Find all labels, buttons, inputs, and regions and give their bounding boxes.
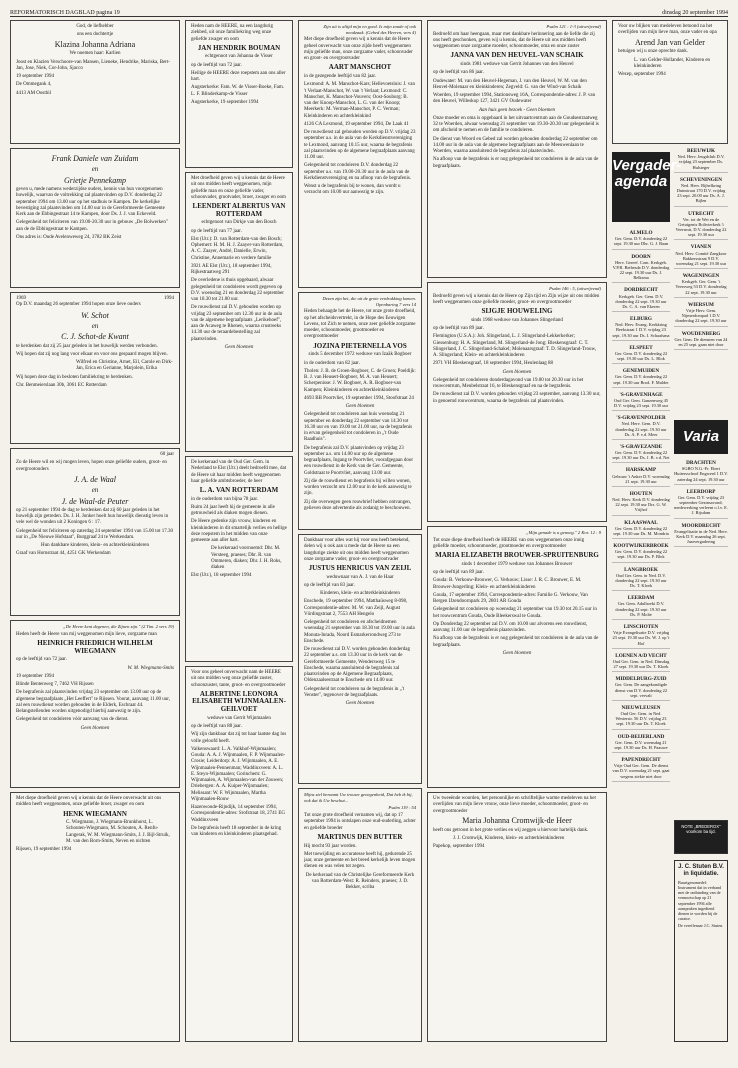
church-notice-den-butter [298, 788, 422, 1042]
agenda-place: 'S-GRAVENHAGE [619, 391, 663, 398]
agenda-details: Ned. Herv. Gem. D.V. donderdag 22 sept. 19.30 uur Ds. A. P. v.d. Meer [615, 421, 667, 437]
verse: Psalm 146 : 5, (uitwrijvend) [549, 286, 601, 291]
verse: „De Heere kent degenen, die Zijnen zijn." (2 Tim. 2 vers 19) [63, 624, 174, 629]
date: Wezep, september 1994 [618, 72, 666, 78]
masthead-right: dinsdag 20 september 1994 [662, 10, 728, 16]
date: 19 september 1994 [16, 74, 55, 80]
notice-banner [674, 820, 728, 854]
deceased-name: JOZINA PIETERNELLA VOS [313, 341, 407, 350]
column-5 [612, 20, 728, 1042]
and: en [91, 485, 99, 494]
address: Hazenwoude-Rijndijk, 14 september 1994, Correspondentie-adres: Srofstraat 18, 2741 EG Waddinxveen [191, 805, 286, 823]
text: Zij die overwegen geen rouwbrief hebben ontvangen, gelieven deze advertentie als zodanig te beschouwen. [304, 499, 412, 511]
agenda-details: Ger. Gem. De aangekondigde dienst van D.V. donderdag 22 sept. vervalt [614, 682, 668, 698]
age: in de ouderdom van 82 jaar. [304, 360, 360, 366]
text: De dienst van Woord en Gebed zal worden gehouden donderdag 22 september om 14.00 uur in de aula van de algemene begraafplaats aan de Meeuwenlaan te Woerden, waarna aansluitend de begrafenis zal plaatsvinden. [433, 136, 598, 155]
agenda-details: Ger. Gem. D.V. donderdag 22 sept. 19.30 uur Ds. F. Blok [614, 549, 668, 560]
agenda-place: NIEUWLEUSEN [621, 704, 661, 711]
agenda-details: Kerkgeb. Ger. Gem. 't Veersweg 53 D.V. donderdag 22 sept. 19.30 uur [675, 279, 727, 295]
text-line: We noemen haar: Karlien [69, 51, 121, 57]
agenda-details: Oud Ger. Gem. in Ned. Dinsdag 27 sept. 19.30 uur Ds. T. Kloek [612, 658, 670, 669]
name: J. A. de Waal [74, 474, 116, 484]
text: Gelegenheid tot condoleren donderdagavond van 19.00 tot 20.30 uur in het rouwcentrum, Meubelstraat 16, te Bleskensgraaf en na de begrafenis. [433, 377, 584, 390]
obituary-wiegmann [10, 620, 180, 788]
age: op de leeftijd van 83 jaar. [304, 582, 355, 588]
text: Gelegenheid tot condoleren na de begrafenis in „'t Venster", tegenover de begraafplaats. [304, 686, 405, 698]
varia-entry [674, 523, 728, 548]
agenda-entry [612, 491, 670, 516]
text: Met diepe droefheid geven wij u kennis dat de Heere geheel onverwacht van onze zijde heeft weggenomen mijn geliefde man, onze zorgzame vader, schoonvader en groot- en overgrootvader [304, 37, 413, 62]
agenda-details: Vrije Evangelisatie D.V. vrijdag 23 sept. 19.30 uur Ds. W. J. op 't Hof [612, 630, 670, 646]
age: op de leeftijd van 88 jaar. [191, 724, 242, 730]
agenda-details: Oud Ger. Gem. Ganzenweg 45 D.V. vrijdag 23 sept. 19.30 uur [613, 397, 669, 409]
address: De Ommegank 4, [16, 82, 52, 88]
address: 4413 AM Oosthil [16, 90, 52, 96]
address: Ons adres is: Oude Avelenweweg 24, 3782 BK Zeist [16, 234, 122, 240]
deceased-name: HENK WIEGMANN [63, 809, 127, 818]
agenda-entry [612, 543, 670, 563]
agenda-place: HARSKAMP [625, 467, 657, 474]
text: Gelegenheid tot feliciteren van 19.00-20.30 uur in gebouw „De Bolwerken" aan de de Ebbingestraat te Kampen. [16, 220, 168, 232]
agenda-place: VIANEN [690, 244, 712, 251]
year-start: 1969 [16, 296, 26, 301]
varia-place: LEERDORP [686, 488, 716, 495]
agenda-entry [674, 302, 728, 327]
agenda-entry [612, 624, 670, 649]
family: Lexmond: A. M. Manschot-Kars; Hellevoetsluis: J. van 't Verlaat-Manschot, W. van 't Verlaat; Lexmond: C. Manschot, K. Manschot-Vouvers; Oost-Souburg: B. van der Knoop-Manschot, L. G. van der Knoop; Meerkerk: M. Verman-Manschot, P. C. Verman; Kleinkinderen en achterkleinkind [304, 82, 415, 119]
varia-title: Varia [682, 428, 720, 445]
agenda-place: ALMELO [629, 230, 653, 236]
obituary-manschot [298, 20, 422, 288]
flowers: Geen bloemen [502, 650, 532, 656]
address: 4693 BB Poortvliet, 19 september 1994, Stoofstraat 24 [304, 395, 414, 401]
text: Heilige de HEERE deze roepstem aan ons aller hart. [191, 70, 286, 83]
date: 19 september 1994 [16, 673, 55, 679]
agenda-place: LOENEN A/D VECHT [615, 652, 667, 659]
text: De rouwdienst zal D.V. worden gehouden donderdag 22 september a.s. om 13.30 uur in de kerk van de Gereformeerde Gemeente, Wendersweg 15 te Enschede, waarna aansluitend de begrafenis zal plaatsvinden op de Algemene Begraafplaats, Oldenzaalsestraat te Enschede om 14.00 uur. [304, 647, 410, 684]
name: J. de Waal-de Peuter [61, 496, 129, 506]
agenda-entry [612, 287, 670, 312]
column-3 [298, 20, 422, 1042]
deceased-name: HEINRICH FRIEDRICH WILHELM WIEGMANN [37, 638, 153, 655]
agenda-details: Gebouw 't Anker D.V. woensdag 21 sept. 19.30 uur [612, 473, 670, 484]
verse: „Mijn genade is u genoeg." 2 Kor. 12 : 9 [525, 530, 601, 535]
varia-details: Evangelisatie in de Ned. Herv. Kerk D.V. maandag 26 sept. Jaarvergadering [674, 528, 728, 545]
text: De rouwdienst zal D.V. worden gehouden vrijdag 23 september, aanvang 13.30 uur, in genoemd rouwcentrum, waarna de begrafenis zal plaatsvinden. [433, 392, 601, 404]
agenda-place: ELSPEET [629, 344, 653, 351]
family: Augsterkerke: Fam. W. de Visser-Boeke, Fam. L. F. Blinderkamp-de Visser [191, 85, 284, 97]
signature: W. M. Wiegmann-Smits [127, 665, 174, 671]
spouse: sinds 1981 weduwe van Gerrit Johannes van den Heuvel [460, 62, 574, 68]
varia-details: Ger. Gem. D.V. vrijdag 23 september Gezinsavond; medewerking verleent o.l.v. E. J. Rijsdam [674, 494, 728, 516]
text: Bedroefd om haar heengaan, maar met dankbare herinnering aan de liefde die zij ons heeft geschonken, geven wij u kennis, dat de Heere uit ons midden heeft weggenomen onze zorgzame moeder, schoonmoeder, oma en onze zuster [433, 31, 595, 50]
family: Kinderen, klein- en achterkleinkinderen [320, 591, 400, 597]
agenda-place: 'S-GRAVENPOLDER [616, 415, 666, 422]
agenda-entry [612, 653, 670, 673]
text: Gelegenheid tot condoleren op woensdag 21 september van 19.30 tot 20.15 uur in het rouwcentrum Gouda, Oude Bleekerswal te Gouda. [433, 607, 597, 619]
and: en [91, 321, 99, 330]
agenda-entry [612, 467, 670, 487]
text: betuigen wij u onze oprechte dank. [618, 49, 688, 55]
verse: Psalm 121 : 1-3 (uitwrijvend) [546, 24, 601, 29]
agenda-place: 'S-GRAVEZANDE [619, 443, 663, 450]
agenda-place: LANGBROEK [624, 566, 658, 573]
text: De kerkeraad van de Oud Ger. Gem. in Nederland te Elst (Utr.) deelt bedroefd mee, dat de Heere uit haar midden heeft weggenomen haar geliefde ambtsbroeder, de heer [191, 460, 287, 484]
thank-you-van-gelder [612, 20, 728, 144]
parents: Joost en Klazien Verschoore-van Mansen, Lieneke, Hendrike, Mariska, Bert-Jan, Jose, Niek, Cor-John, Sjacco [16, 59, 171, 71]
text: Wij hopen deze dag in besloten familiekring te herdenken. [16, 374, 133, 380]
text: Gelegenheid tot condoleren en afscheidnemen woensdag 21 september van 18.30 tot 19.00 uur in aula Monuta-Inrada, Noord Esmarkerrondweg 273 te Enschede. [304, 620, 415, 644]
agenda-details: Kerkgeb. Ger. Gem. D.V. donderdag 22 sept. 19.30 uur Ds. C. A. van Ekeren [615, 293, 667, 309]
age: in de ouderdom van bijna 78 jaar. [191, 496, 259, 502]
column-1 [10, 20, 180, 1042]
deceased-name: JUSTUS HENRICUS VAN ZEIJL [308, 564, 412, 572]
church-council: De kerkeraad van de Christelijke Gereformeerde Kerk van Rotterdam-West: R. Reinders, praeses; J. D. Bekker, scriba [305, 872, 415, 891]
agenda-entry [612, 705, 670, 730]
text: Gelegenheid tot feliciteren op zaterdag 24 september 1994 van 15.00 tot 17.30 uur in „De Nieuwe Hofstaat", Burggraaf 24 te Werkendam. [16, 528, 174, 540]
bride-name: Grietje Pennekamp [64, 175, 126, 185]
notice-text: NOTE „BREDEROX" voorkom ba tijd. [681, 824, 721, 834]
address: Blinde Bentenweg 7, 7462 VH Rijssen [16, 682, 94, 688]
agenda-entry [612, 567, 670, 592]
agenda-details: Herv. Gereef. Com. Kerkgeb. V.P.R. Bethesda D.V. donderdag 22 sept. 19.30 uur Ds. J. Belksma [612, 259, 670, 281]
text: Wij zijn dankbaar dat zij tot haar laatste dag los volle geloofd heeft. [191, 732, 287, 744]
family: Gouda: B. Verkouw-Brouwer, G. Verkouw; Lisse: J. R. C. Brouwer, E. M. Brouwer-Jungerling; Klein- en achterkleinkinderen [433, 578, 582, 590]
family: Valkenswaard: L. A. Valkhof-Wijnmaalen; Gouda: A. A. J. Wijnmaalen, F. P. Wijnmaalen-Crosie; Leiderdorp: A. J. Wijnmaalen, A. E. Wijnmaalen-Pennenman; Waddinxveen: A. L. E. Steyn-Wijnmaalen; Gorinchem: G. Wijnmaalen, A. Wijnmaalen-van der Zouwen; Driebergen: A. A. Kuiper-Wijnmaalen; Melissant: W. F. Wijnmaalen, Martha Wijnmaalen-Rouw [191, 746, 286, 802]
address: Gouda, 17 september 1994, Correspondentie-adres: Familie G. Verkouw, Van Bergen IJzendoornpark 29, 2801 AR Gouda [433, 592, 588, 605]
agenda-place: KOOTWIJKERBROEK [613, 543, 669, 550]
groom-name: Frank Daniele van Zuidam [51, 154, 139, 163]
text: Voor uw blijken van medeleven betoond na het overlijden van mijn lieve man, onze vader en opa [618, 24, 717, 36]
agenda-entry [612, 392, 670, 412]
obituary-brouwer [427, 526, 607, 788]
obituary-van-zeijl [298, 534, 422, 784]
verse: Dezen zijn het, die uit de grote verdrukking komen. Openbaring 7 vers 14 [322, 296, 416, 307]
agenda-entry [612, 368, 670, 388]
agenda-entry [674, 244, 728, 269]
text: Na afloop van de begrafenis is er nog gelegenheid tot condoleren in de aula van de begraafplaats. [433, 157, 599, 169]
agenda-place: LINSCHOTEN [623, 624, 659, 630]
text: Op Donderdag 22 september zal D.V. om 10.00 uur alvorens een rouwdienst, aanvang 11.00 uur de begrafenis plaatsvinden. [433, 621, 588, 634]
agenda-details: Ger. Gem. Adulhoeki D.V. donderdag 22 sept. 19.30 uur Ds. P. Molte [615, 601, 667, 617]
text: te herdenken dat zij 25 jaar geleden in het huwelijk werden verbonden. [16, 343, 158, 349]
address: 2971 VH Bleskensgraaf, 18 september 1994, Heulenlaag 88 [433, 361, 554, 367]
agenda-entry [612, 254, 670, 284]
agenda-entry [674, 148, 728, 173]
agenda-entry [612, 444, 670, 464]
flowers: Geen bloemen [345, 404, 375, 410]
family: Flemington (U.S.A.): Joh. Slingerland, L. J. Slingerland-Lekkerkerker; Giessenburg: H. A. Slingerland, M. Slingerland-de Jong; Bleskensgraaf: C. T. Slingerland, J. C. Slingerland-Schakel; Molenaarsgraaf: T. D. Slingerland-Trouw, A. Slingerland; Klein- en achterkleinkinderen [433, 334, 597, 359]
deceased-name: JANNA VAN DEN HEUVEL-VAN SCHAIK [450, 51, 584, 60]
verse: Zijn uit is altijd mijn en goed. Is mijn zonde of ook noodzaak. (Gebed des Heeren, vers 4) [323, 24, 416, 35]
family: Tholen: J. B. de Groen-Bogboer, C. de Groen; Poeldijk: B. J. van Heusert-Bogboer, M. A. van Heusert; Scherpenisse: J. W. Bogboer, A. R. Bogboer-van Kampen; Kleinkinderen en achterkleinkinderen [304, 368, 416, 393]
agenda-entry [612, 415, 670, 440]
varia-list [674, 460, 728, 816]
signature: L. van Gelder-Hollander, Kinderen en kleinkinderen [634, 57, 711, 69]
varia-place: DRACHTEN [686, 460, 716, 466]
verse-ref: Psalm 119 : 54 [388, 805, 416, 811]
thank-you-cromwijk [427, 792, 607, 1042]
address: Chr. Benmeierslaan 30b, 3061 EC Rotterdam [16, 382, 107, 388]
text: op 21 september 1994 de dag te herdenken dat zij 60 jaar geleden in het huwelijk zijn getreden. Ds. J. H. Jonker hoelt hun huwelijk dienstig leven in vele wel de wonden uit 2 Koningen 6 : 17. [16, 507, 169, 526]
text: Na afloop van de begrafenis is er nog gelegenheid tot condoleren in de aula van de begraafplaats. [433, 636, 599, 648]
agenda-place: DOORN [631, 253, 651, 260]
ad-text: Buurtgenomedel: Instrument dat in verband met de ontbinding van de vennootschap op 21 september 1994 alle aanspraken ingediend dienen te worden bij de curator. [678, 880, 722, 921]
family: Elst (Utr.): D. van Rotterdam-van den Bosch; Ophemert: H. M. H. J. Zaayer-van Rotterdam, A. C. Zaayer, André, Danielle, Erwin, Christine, Annemarie en verdere familie [191, 236, 284, 261]
name: C. J. Schot-de Kwant [61, 332, 129, 342]
date: Papekop, september 1994 [433, 844, 485, 850]
agenda-details: Ger. Gem. D.V. donderdag 22 sept. 19.30 uur Dhr. G. J. Baan [613, 236, 669, 247]
liquidation-ad [674, 860, 728, 1042]
agenda-place: HOUTEN [629, 490, 653, 497]
address: 4126 CA Lexmond, 19 september 1994, De Laak 41 [304, 121, 409, 127]
agenda-entry [612, 230, 670, 250]
deceased-name: MARIA ELIZABETH BROUWER-SPRUITENBURG [435, 551, 599, 560]
and: en [91, 165, 99, 174]
agenda-entry [612, 676, 670, 701]
age: in de gezegende leeftijd van 82 jaar. [304, 74, 377, 80]
text: De rouwdienst zal D.V. gehouden worden op vrijdag 23 september om 12.30 uur in de aula van de algemene begraafplaats „Lerikehoef", aan de Acaweg te Rhenen, waarna crustreeks 14.30 uur de teraardebestelling zal plaatsvinden. [191, 305, 282, 342]
text: Heden nam de HEERE, na een langdurig ziekbed, uit onze familiekring weg onze geliefde zwager en oom [191, 24, 274, 42]
agenda-details: Ger. Gem. D.V. donderdag 22 sept. 19.30 uur Brod. F. Mulder [613, 374, 669, 385]
flowers: Geen bloemen [224, 344, 254, 350]
text: Wij hopen dat zij nog lang voor elkaar en voor ons gespaard mogen blijven. [16, 351, 168, 357]
spouse: sinds 1 december 1979 weduwe van Johannes Brouwer [461, 561, 573, 567]
text: Voor ons geheel onverwacht nam de HEERE uit ons midden weg onze geliefde zuster, schoonzuster, tante, groot- en overgrootmoeder [191, 670, 286, 688]
text: Gelegenheid tot condoleren vóór aanvang van de dienst. [16, 717, 129, 723]
agenda-details: Ger. Gem. D.V. donderdag 22 sept. 19.30 uur Ds. J. B. v.d. Net [612, 450, 670, 461]
age: op de leeftijd van 72 jaar. [191, 62, 242, 68]
agenda-place: WAGENINGEN [682, 273, 720, 280]
agenda-details: Oud Ger. Gem. in Ned. D.V. donderdag 22 sept. 19.30 uur Ds. T. Kloek [615, 572, 667, 589]
address: 3921 AE Elst (Utr.), 18 september 1994, Rijkestraatweg 291 [191, 263, 272, 276]
varia-entry [674, 489, 728, 519]
ad-signature: De vereffenaar J.C. Stuten. [678, 922, 724, 928]
text: Dankbaar voor alles wat hij voor ons heeft betekend, delen wij u ook aan u mede dat de Heere na een langdurige ziekte uit ons midden heeft weggenomen onze zorgzame vader, groot- en overgrootvader [304, 538, 410, 562]
varia-details: SGBO N.G.-Fr. Ebert Huitersschool Engwerd 1 D.V. zaterdag 24 sept. 19.30 uur [674, 466, 728, 482]
agenda-details: Oud Ger. Gem. in Ned. Westerstr. 56 D.V. vrijdag 23 sept. 19.30 uur Ds. T. Kloek [615, 711, 667, 727]
agenda-entry [612, 734, 670, 754]
agenda-title: Vergader-agenda [612, 157, 682, 190]
agenda-details: Ger. Gem. D.V. donderdag 22 sept. 19.30 uur Ds. M. Mondria [613, 525, 669, 536]
deceased-name: JAN HENDRIK BOUMAN [197, 43, 281, 52]
age: op de leeftijd van 86 jaar. [433, 70, 484, 76]
agenda-entry [612, 345, 670, 365]
baby-name: Klazina Johanna Adriana [54, 39, 136, 49]
ad-title: J. C. Stuten B.V. in liquidatie. [678, 864, 724, 878]
agenda-place: SCHEVENINGEN [679, 176, 723, 183]
church-notice-rotterdam [185, 456, 293, 662]
agenda-place: LEERDAM [627, 595, 655, 602]
agenda-place: ELBURG [630, 316, 652, 323]
obituary-henk-wiegmann [10, 792, 180, 1042]
flowers: Geen bloemen [502, 369, 532, 375]
agenda-place: OUD-BEIJERLAND [617, 733, 665, 740]
text: De begrafenis zal plaatsvinden vrijdag 23 september om 13.00 uur op de algemene begraafplaats „Het Leeffert" te Rijssen. Voorat, aanvang 11.00 uur, zal een rouwdienst worden gehouden in de Elderk, Eschraat 44. Belangstellenden worden uitgenodigd hierbij aanwezig te zijn. [16, 690, 170, 715]
agenda-entry [612, 520, 670, 540]
wedding-notice [10, 148, 180, 288]
agenda-details: Vrije Herv. Gem. Nijmerdcmpad 1 D.V. donderdag 22 sept. 19.30 uur [675, 307, 727, 324]
age: Hij mocht 93 jaar worden. [304, 843, 357, 849]
address: Woerden, 19 september 1994, Stationsweg 16A, Correspondentie-adres: J. P. van den Heuvel, Willeskop 127, 3421 GV Oudewater [433, 93, 596, 105]
agenda-details: Ger. Gem. D.V. donderdag 22 sept. 19.30 uur Ds. L. Blok [614, 350, 668, 362]
agenda-list-left [612, 230, 670, 955]
varia-banner [674, 420, 728, 454]
column-2 [185, 20, 293, 1042]
agenda-place: WOUDENBERG [681, 330, 721, 337]
date: Elst (Utr.), 18 september 1994 [191, 573, 252, 579]
text: Met droefheid geven wij u kennis dat de Heere uit ons midden heeft weggenomen, mijn geliefde man en onze geliefde vader, schoonvader, grootvader, broer, zwager en oom [191, 176, 286, 200]
agenda-details: Ger. Gem. De diensten van 24 en 25 sept. gaan niet door [674, 336, 728, 347]
age: op de leeftijd van 89 jaar. [433, 326, 484, 332]
text: Onze moeder en oma is opgebaard in het uitvaartcentrum aan de Goudsestraatweg 32 te Woerden, alwaar woensdag 21 september van 19.30-20.30 uur gelegenheid is om afscheid te nemen en de familie te condoleren. [433, 115, 599, 134]
obituary-vos [298, 292, 422, 530]
anniversary-notice-60 [10, 448, 180, 616]
agenda-entry [674, 177, 728, 207]
text: De begrafenis heeft 18 september in de kring van kinderen en kleinkinderen plaatsgehad. [191, 825, 282, 838]
text: Gelegenheid tot condoleren D.V. donderdag 22 september a.s. van 19.00-20.30 uur in de aula van de Kerkdienstvereniging en na afloop van de begrafenis. [304, 163, 412, 181]
agenda-list-right [674, 148, 728, 354]
deceased-name: AART MANSCHOT [328, 63, 392, 72]
obituary-houweling [427, 282, 607, 522]
text: De Heere gedenke zijn vrouw, kinderen en kleinkinderen in dit smartelijk verlies en hellige deze roepstem in het midden van onze gemeente aan aller hart. [191, 519, 287, 544]
column-4 [427, 20, 607, 1042]
text: Tot onze diepe droefheid heeft de HEERE van ons weggenomen onze innig geliefde moeder, schoonmoeder, grootmoeder en overgrootmoeder [433, 537, 585, 549]
text: Tot onze grote droefheid vernamen wij, dat op 17 september 1994 is ontslapen onze oud-ouderling, achter en geliefde broeder [304, 813, 416, 831]
spouse: echtgenoot van Johanna de Visser [205, 54, 273, 60]
text: Met diepe droefheid geven wij u kennis dat de Heere onverwacht uit ons midden heeft weggenomen, onze geliefde broer, zwager en oom [16, 796, 162, 808]
agenda-entry [612, 595, 670, 620]
text: De begrafenis zal D.V. plaatsvinden op vrijdag 23 september a.s. om 14.00 uur op de algemene begraafplaats, Ingang te Poortvliet, voorafgegaan door een rouwdienst in de Kerk van de Ger. Gemeente, Goldstraat te Poortvliet, aanvang 13.00 uur. [304, 445, 413, 476]
agenda-place: UTRECHT [688, 210, 714, 217]
birth-notice [10, 20, 180, 144]
text: Heden behaagde het de Heere, tot onze grote droefheid, op het afscheidsvertrekt, in de Hope des Eeuwigen Levens, tot Zich te nemen, onze zeer geliefde zorgzame moeder, schoonmoeder, grootmoeder en overgrootmoeder [304, 309, 416, 340]
agenda-details: Ver. tot de Wet en de Getuigenis Bolivierkerk 't Veersmit, D.V. donderdag 22 sept. 19.30 uur [675, 216, 727, 238]
name: W. Schot [81, 310, 109, 320]
text: Gelegenheid tot condoleren aan huis woensdag 21 september en donderdag 22 september van 14.30 tot 16.30 uur en van 19.00 tot 21.00 uur, na de begrafenis in ervan gelegenheid tot condoleren in „'t Oude Raadhuis". [304, 412, 413, 443]
spouse: sinds 1968 weduwe van Johannes Slingerland [471, 317, 563, 323]
flowers: Aan huis geen bezoek - Geen bloemen [478, 107, 556, 113]
agenda-entry [612, 316, 670, 341]
obituary-van-den-heuvel [427, 20, 607, 278]
age: op de leeftijd van 89 jaar. [433, 570, 484, 576]
varia-place: MOORDRECHT [681, 522, 721, 529]
agenda-details: Ned. Herv. Jeugdclub D.V. vrijdag 23 september Ds. Hulsteger [677, 154, 725, 170]
spouse: echtgenoot van Dirkje van den Bosch [201, 220, 277, 226]
text: Bedroefd geven wij u kennis dat de Heere op Zijn tijd en Zijn wijze uit ons midden heeft weggenomen onze geliefde moeder, groot- en overgrootmoeder [433, 293, 600, 305]
text: geven u, mede namens wederzijdse ouders, kennis van hun voorgenomen huwelijk, waarvan de voltrekking zal plaatsvinden op D.V. donderdag 22 september 1994 om 13.00 uur op het stadhuis te Kampen. De kerkelijke bevestiging zal plaatsvinden om 14.00 uur in de Gereformeerde Gemeente Kerk aan de Ebbingestraat 14 te Kampen, door Ds. J. J. van Eckeveld. [16, 187, 165, 218]
family: C. Wiegmann, J. Wiegmann-Brunkhorst, L. Schouten-Wiegmann, M. Schouten, A. Renfu-Langerak, W. M. Wiegmann-Smits, J. J. Bijl-Struik, M. van den Born-Smits, Neven en nichten [66, 820, 170, 844]
varia-entry [674, 460, 728, 485]
agenda-place: BEEUWIJK [687, 148, 715, 154]
spouse: weduwe van Gerrit Wijnmaalen [207, 715, 271, 721]
address: Graaf van Hornstraat 44, 4251 GK Werkendam [16, 551, 111, 557]
text: Zo de Heere wil en wij mogen leven, hopen onze geliefde ouders, groot- en overgrootouders [16, 460, 167, 472]
text: Ruim 24 jaar heeft hij de gemeente in alle getrouwheid als diaken mogen dienen. [191, 504, 275, 517]
deceased-name: MARTINUS DEN BUTTER [317, 832, 403, 841]
address: Enschede, 19 september 1994, Matthaüsweg 8-098, Correspondentie-adres: M. W. van Zeijl, August Vördingstraat 2, 7553 AH Hengelo [304, 599, 408, 617]
text: Met toewijding en accuratesse heeft hij, gedurende 25 jaar, onze gemeente en het breed kerkelijk leven mogen dienen en was velen tot zegen. [304, 851, 416, 870]
years: 60 jaar [160, 452, 174, 457]
text: De rouwdienst zal gehouden worden op D.V. vrijdag 23 september a.s. in de aula van de Kerkdienstvereniging te Lexmond, aanvang 10.15 uur, waarna de begrafenis zal plaatsvinden op de algemene begraafplaats aanvang 11.00 uur. [304, 130, 416, 161]
year-end: 1994 [164, 296, 174, 301]
agenda-entry [674, 211, 728, 241]
agenda-place: MIDDELBURG-ZUID [615, 676, 667, 683]
text: De overledene is thuis opgebaard, alwaar gelegenheid tot condoleren wordt gegeven op D.V. woensdag 21 en donderdag 22 september van 18.30 tot 21.00 uur. [191, 278, 284, 303]
text: Hun dankbare kinderen, klein- en achterkleinkinderen [40, 543, 149, 549]
masthead-left: REFORMATORISCH DAGBLAD pagina 19 [10, 10, 120, 16]
signature: J. J. Cromwijk, Kinderen, klein- en achterkleinkinderen [453, 835, 565, 841]
flowers: Geen bloemen [80, 725, 110, 731]
text: Wenst u de begrafenis bij te wonen, dan wordt u verzocht om 10.00 uur aanwezig te zijn. [304, 184, 401, 196]
children: Wilfred en Christine, Arnet, Eil, Carole en Dirk-Jan, Erica en Gerianne, Marjolein, Erika [76, 360, 173, 372]
agenda-details: Ned. Herv. Kerk D.V. donderdag 22 sept. 19.30 uur Drs. G. W. Vrijhof [612, 497, 670, 513]
obituary-bouman [185, 20, 293, 168]
text-line: ons een dochtertje [76, 32, 114, 38]
agenda-details: Ned. Herv. Evang. Kerkkring Beekstraat 1 D.V. vrijdag 23 sept. 19.30 uur Ds. I. Schaafsma [612, 322, 670, 338]
deceased-name: Maria Johanna Cromwijk-de Heer [462, 815, 572, 825]
deceased-name: L. A. VAN ROTTERDAM [199, 486, 279, 494]
flowers: Geen bloemen [345, 701, 375, 707]
obituary-wijnmaalen [185, 666, 293, 1042]
masthead [10, 4, 728, 17]
date: Augsterkerke, 19 september 1994 [191, 99, 259, 105]
deceased-name: SIJGJE HOUWELING [481, 307, 553, 316]
agenda-place: GENEMUIDEN [622, 368, 660, 375]
agenda-entry [674, 331, 728, 351]
agenda-place: PAPENDRECHT [621, 757, 661, 764]
agenda-entry [674, 273, 728, 298]
date: Rijssen, 19 september 1994 [16, 847, 72, 853]
anniversary-notice-25 [10, 292, 180, 444]
agenda-details: Ned. Herv. Bijbelkring Duinstraat 170 D.V. vrijdag 23 sept. 20.00 uur Ds. A. J. Bijlen [676, 182, 726, 204]
text: Op D.V. maandag 26 september 1994 hopen onze lieve ouders [16, 302, 141, 308]
obituary-van-rotterdam [185, 172, 293, 452]
agenda-entry [612, 757, 670, 782]
spouse: sinds 5 december 1972 weduwe van Izaäk Bogboer [308, 352, 412, 358]
agenda-details: Ned. Herv. Comité Zangkoor Bakkersstraat 9 D.V. woensdag 21 sept. 19.30 uur [675, 250, 727, 266]
spouse: weduwnaar van A. J. van de Haar [326, 574, 394, 580]
agenda-place: KLAASWAAL [624, 519, 658, 526]
agenda-place: DORDRECHT [624, 287, 658, 294]
agenda-details: Vrije Oud Ger. Gem. De dienst van D.V. woensdag 21 sept. gaat wegens ziekte niet door [612, 763, 670, 779]
family: Oudewater: M. van den Heuvel-Hegeman, J. van den Heuvel, W. M. van den Heuvel-Molenaar en kleinkinderen; Zegveld: G. van der Wind-van Schaik [433, 78, 587, 90]
text: Zij die de rouwdienst en begrafenis bij willen wonen, worden verzocht om 12.00 uur in de kerk aanwezig te zijn. [304, 478, 412, 497]
text-line: God, de liefhebber [76, 24, 114, 29]
agenda-place: WIERSUM [688, 301, 714, 308]
verse: Mijns ziel beraamt Uw trouwe genegenheid, Dat heb ik bij, ook dat ik Uw beschut... [304, 792, 413, 803]
deceased-name: LEENDERT ALBERTUS VAN ROTTERDAM [192, 202, 286, 218]
text: Uw tweeënde woorden, het persoonlijke en schriftelijke warme medeleven na het overlijden van mijn lieve vrouw, onze lieve moeder, schoonmoeder, groot- en overgrootmoeder [433, 796, 596, 814]
age: op de leeftijd van 72 jaar. [16, 657, 67, 663]
text: heeft ons getroost in het grote verlies en wij zeggen u hiervoor hartelijk dank. [433, 827, 589, 833]
deceased-name: ALBERTINE LEONORA ELISABETH WIJNMAALEN-GEILVOET [192, 689, 286, 714]
agenda-details: Ger. Gem. D.V. woensdag 21 sept. 19.30 uur Ds. H. Paauwe [614, 739, 668, 750]
deceased-name: Arend Jan van Gelder [635, 37, 705, 47]
text: Heden heeft de Heere van mij weggenomen mijn lieve, zorgzame man [16, 631, 157, 637]
agenda-banner [612, 152, 682, 222]
age: op de leeftijd van 77 jaar. [191, 228, 242, 234]
church-council: De kerkeraad voornoemd: Dhr. M. Versteeg, praeses; Dhr. R. van Ommeren, diaken; Dhr. J. H. Roks, diaken [211, 546, 282, 571]
